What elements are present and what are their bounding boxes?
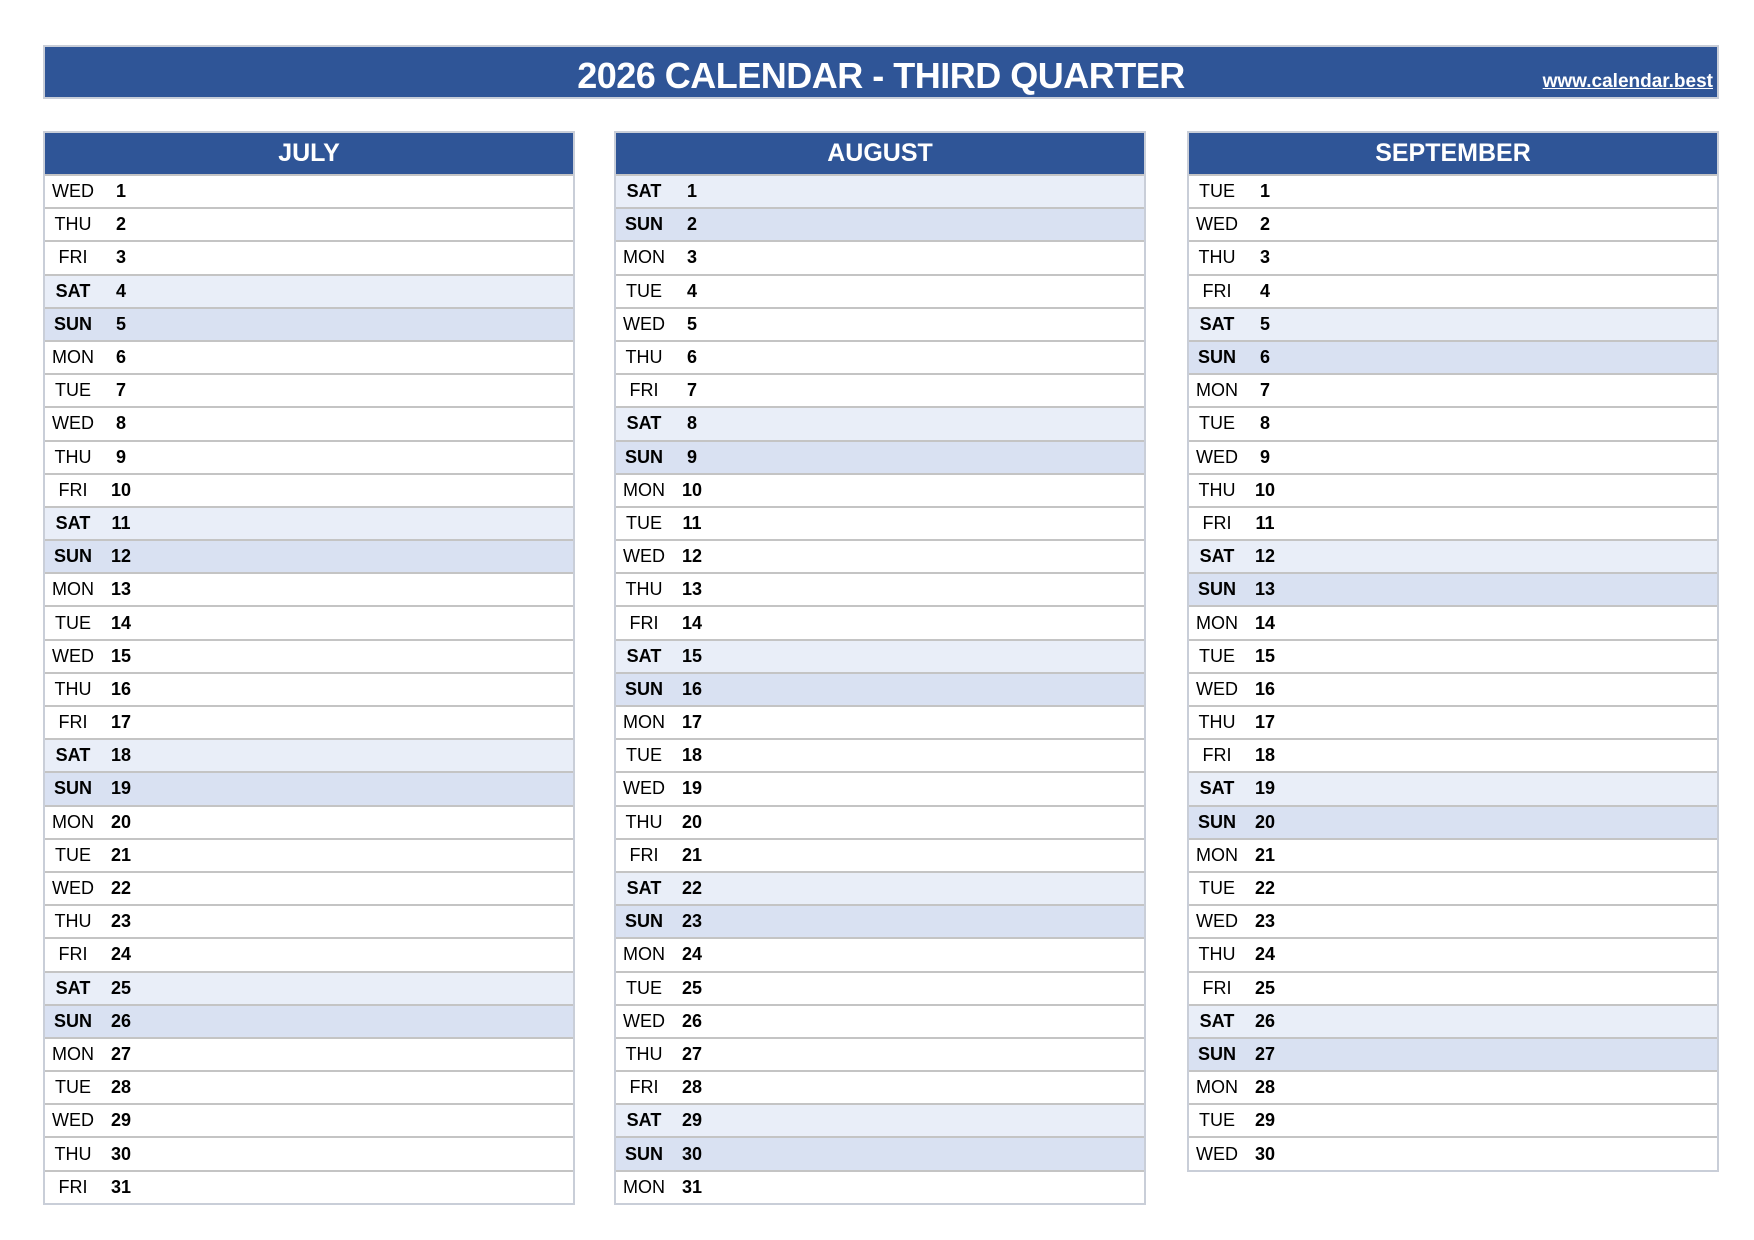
day-number: 6 — [115, 347, 126, 368]
day-number: 22 — [681, 878, 703, 899]
day-number: 7 — [686, 380, 697, 401]
weekday-label: MON — [52, 1043, 94, 1064]
weekday-label: MON — [52, 811, 94, 832]
weekday-label: TUE — [1199, 413, 1235, 434]
day-number: 6 — [1259, 347, 1270, 368]
day-row — [616, 805, 1144, 838]
day-number: 11 — [1255, 512, 1275, 533]
day-number: 4 — [115, 280, 126, 301]
day-row — [616, 572, 1144, 605]
weekday-label: SUN — [1197, 1043, 1236, 1064]
day-number: 6 — [686, 347, 697, 368]
day-number: 18 — [110, 745, 132, 766]
day-number: 16 — [1254, 678, 1276, 699]
weekday-label: SAT — [1199, 546, 1235, 567]
day-row — [616, 838, 1144, 871]
day-number: 1 — [115, 181, 126, 202]
day-row — [616, 1070, 1144, 1103]
day-number: 11 — [111, 512, 131, 533]
day-row — [616, 771, 1144, 804]
day-number: 22 — [1254, 878, 1276, 899]
day-row — [616, 1170, 1144, 1203]
weekday-label: SAT — [1199, 313, 1235, 334]
weekday-label: WED — [52, 181, 94, 202]
day-number: 29 — [1254, 1110, 1276, 1131]
day-number: 5 — [1259, 313, 1270, 334]
day-row — [45, 506, 573, 539]
day-number: 20 — [681, 811, 703, 832]
day-row — [45, 1004, 573, 1037]
day-row — [1189, 240, 1717, 273]
day-number: 10 — [1254, 479, 1276, 500]
day-row — [45, 705, 573, 738]
day-number: 24 — [110, 944, 132, 965]
weekday-label: SUN — [624, 911, 663, 932]
month-july — [43, 131, 575, 1205]
weekday-label: MON — [1196, 380, 1238, 401]
day-number: 7 — [1259, 380, 1270, 401]
day-number: 27 — [1254, 1043, 1276, 1064]
weekday-label: FRI — [629, 612, 659, 633]
day-number: 13 — [1254, 579, 1276, 600]
day-row — [1189, 1103, 1717, 1136]
weekday-label: TUE — [1199, 878, 1235, 899]
weekday-label: FRI — [1202, 977, 1232, 998]
day-row — [45, 340, 573, 373]
day-row — [616, 174, 1144, 207]
day-number: 12 — [681, 546, 703, 567]
weekday-label: THU — [54, 1143, 92, 1164]
weekday-label: WED — [1196, 214, 1238, 235]
weekday-label: WED — [1196, 911, 1238, 932]
weekday-label: MON — [623, 944, 665, 965]
weekday-label: SUN — [53, 313, 92, 334]
weekday-label: TUE — [55, 380, 91, 401]
weekday-label: WED — [1196, 1143, 1238, 1164]
day-number: 26 — [681, 1010, 703, 1031]
day-number: 9 — [686, 446, 697, 467]
day-row — [1189, 672, 1717, 705]
day-number: 17 — [681, 712, 703, 733]
day-row — [616, 307, 1144, 340]
day-number: 23 — [1254, 911, 1276, 932]
day-row — [1189, 705, 1717, 738]
day-row — [616, 904, 1144, 937]
day-row — [45, 473, 573, 506]
weekday-label: MON — [623, 247, 665, 268]
weekday-label: WED — [52, 413, 94, 434]
weekday-label: MON — [623, 712, 665, 733]
weekday-label: TUE — [1199, 645, 1235, 666]
day-number: 24 — [681, 944, 703, 965]
day-number: 25 — [681, 977, 703, 998]
day-number: 23 — [681, 911, 703, 932]
weekday-label: THU — [1198, 479, 1236, 500]
day-row — [616, 1103, 1144, 1136]
day-row — [1189, 738, 1717, 771]
weekday-label: TUE — [626, 512, 662, 533]
day-row — [45, 174, 573, 207]
day-number: 13 — [110, 579, 132, 600]
day-number: 2 — [1259, 214, 1270, 235]
day-number: 11 — [682, 512, 702, 533]
weekday-label: TUE — [626, 280, 662, 301]
day-row — [616, 738, 1144, 771]
day-row — [1189, 539, 1717, 572]
day-row — [45, 937, 573, 970]
weekday-label: FRI — [629, 1077, 659, 1098]
day-row — [616, 207, 1144, 240]
day-number: 30 — [1254, 1143, 1276, 1164]
weekday-label: MON — [1196, 1077, 1238, 1098]
day-number: 29 — [110, 1110, 132, 1131]
calendar-title-bar — [43, 45, 1719, 99]
day-number: 3 — [686, 247, 697, 268]
day-row — [45, 805, 573, 838]
weekday-label: MON — [623, 479, 665, 500]
weekday-label: TUE — [55, 612, 91, 633]
weekday-label: WED — [52, 1110, 94, 1131]
day-row — [616, 340, 1144, 373]
day-number: 20 — [1254, 811, 1276, 832]
day-row — [616, 639, 1144, 672]
weekday-label: MON — [52, 347, 94, 368]
day-number: 20 — [110, 811, 132, 832]
day-row — [45, 672, 573, 705]
day-number: 16 — [681, 678, 703, 699]
day-number: 28 — [1254, 1077, 1276, 1098]
weekday-label: SAT — [626, 645, 662, 666]
day-number: 21 — [1254, 844, 1276, 865]
weekday-label: SAT — [55, 977, 91, 998]
day-row — [1189, 506, 1717, 539]
day-number: 17 — [1254, 712, 1276, 733]
page-title: 2026 CALENDAR - THIRD QUARTER — [577, 55, 1185, 96]
day-number: 10 — [681, 479, 703, 500]
weekday-label: SUN — [1197, 347, 1236, 368]
day-number: 12 — [110, 546, 132, 567]
day-row — [1189, 340, 1717, 373]
day-row — [1189, 307, 1717, 340]
day-number: 22 — [110, 878, 132, 899]
day-number: 7 — [115, 380, 126, 401]
day-row — [1189, 937, 1717, 970]
day-row — [616, 539, 1144, 572]
day-row — [45, 539, 573, 572]
day-number: 2 — [115, 214, 126, 235]
day-number: 19 — [681, 778, 703, 799]
month-september — [1187, 131, 1719, 1172]
day-number: 27 — [110, 1043, 132, 1064]
day-number: 27 — [681, 1043, 703, 1064]
weekday-label: FRI — [629, 844, 659, 865]
day-row — [616, 705, 1144, 738]
day-row — [616, 871, 1144, 904]
day-row — [1189, 838, 1717, 871]
day-row — [616, 672, 1144, 705]
day-row — [1189, 771, 1717, 804]
day-row — [45, 871, 573, 904]
day-row — [616, 605, 1144, 638]
day-row — [616, 1136, 1144, 1169]
day-number: 3 — [115, 247, 126, 268]
weekday-label: THU — [625, 579, 663, 600]
month-header: JULY — [45, 133, 573, 174]
day-row — [1189, 373, 1717, 406]
weekday-label: FRI — [58, 944, 88, 965]
day-row — [616, 440, 1144, 473]
day-number: 3 — [1259, 247, 1270, 268]
day-row — [45, 373, 573, 406]
day-number: 8 — [1259, 413, 1270, 434]
day-row — [616, 373, 1144, 406]
day-row — [1189, 805, 1717, 838]
day-number: 17 — [110, 712, 132, 733]
weekday-label: SUN — [624, 214, 663, 235]
day-row — [1189, 440, 1717, 473]
weekday-label: FRI — [58, 712, 88, 733]
day-number: 5 — [686, 313, 697, 334]
weekday-label: THU — [1198, 247, 1236, 268]
weekday-label: MON — [52, 579, 94, 600]
day-row — [1189, 1037, 1717, 1070]
day-row — [45, 605, 573, 638]
weekday-label: FRI — [58, 1176, 88, 1197]
day-row — [1189, 639, 1717, 672]
day-number: 10 — [110, 479, 132, 500]
weekday-label: FRI — [1202, 745, 1232, 766]
weekday-label: TUE — [55, 844, 91, 865]
weekday-label: FRI — [1202, 512, 1232, 533]
day-row — [1189, 1070, 1717, 1103]
day-row — [1189, 207, 1717, 240]
day-number: 26 — [1254, 1010, 1276, 1031]
day-row — [45, 274, 573, 307]
day-number: 4 — [1259, 280, 1270, 301]
day-number: 14 — [681, 612, 703, 633]
day-row — [45, 971, 573, 1004]
day-number: 14 — [1254, 612, 1276, 633]
day-row — [45, 1170, 573, 1203]
day-row — [1189, 274, 1717, 307]
weekday-label: SAT — [626, 413, 662, 434]
day-number: 21 — [681, 844, 703, 865]
day-row — [616, 937, 1144, 970]
day-row — [616, 971, 1144, 1004]
day-row — [1189, 406, 1717, 439]
weekday-label: WED — [623, 1010, 665, 1031]
weekday-label: THU — [1198, 712, 1236, 733]
day-number: 13 — [681, 579, 703, 600]
day-number: 4 — [686, 280, 697, 301]
weekday-label: TUE — [626, 977, 662, 998]
weekday-label: SAT — [1199, 778, 1235, 799]
day-row — [1189, 904, 1717, 937]
day-number: 16 — [110, 678, 132, 699]
day-row — [45, 307, 573, 340]
day-number: 23 — [110, 911, 132, 932]
weekday-label: SUN — [53, 1010, 92, 1031]
day-number: 14 — [110, 612, 132, 633]
day-number: 12 — [1254, 546, 1276, 567]
day-row — [1189, 1136, 1717, 1169]
weekday-label: THU — [54, 678, 92, 699]
weekday-label: MON — [1196, 844, 1238, 865]
day-row — [45, 904, 573, 937]
day-row — [1189, 605, 1717, 638]
day-row — [45, 406, 573, 439]
day-number: 28 — [681, 1077, 703, 1098]
day-row — [45, 771, 573, 804]
day-number: 31 — [110, 1176, 132, 1197]
weekday-label: THU — [54, 446, 92, 467]
weekday-label: WED — [623, 313, 665, 334]
day-number: 2 — [686, 214, 697, 235]
day-number: 25 — [1254, 977, 1276, 998]
day-row — [45, 1136, 573, 1169]
weekday-label: SAT — [55, 512, 91, 533]
weekday-label: WED — [623, 778, 665, 799]
month-august — [614, 131, 1146, 1205]
weekday-label: FRI — [58, 247, 88, 268]
day-number: 18 — [681, 745, 703, 766]
day-number: 18 — [1254, 745, 1276, 766]
day-number: 15 — [110, 645, 132, 666]
day-row — [616, 274, 1144, 307]
day-row — [1189, 473, 1717, 506]
weekday-label: SUN — [1197, 579, 1236, 600]
weekday-label: THU — [625, 811, 663, 832]
day-number: 15 — [681, 645, 703, 666]
day-row — [45, 639, 573, 672]
day-row — [45, 440, 573, 473]
weekday-label: FRI — [1202, 280, 1232, 301]
day-number: 5 — [115, 313, 126, 334]
day-number: 15 — [1254, 645, 1276, 666]
day-row — [1189, 971, 1717, 1004]
day-number: 1 — [1259, 181, 1270, 202]
day-row — [616, 506, 1144, 539]
day-row — [45, 1070, 573, 1103]
day-number: 8 — [115, 413, 126, 434]
day-row — [1189, 1004, 1717, 1037]
weekday-label: TUE — [626, 745, 662, 766]
weekday-label: SUN — [624, 678, 663, 699]
weekday-label: THU — [625, 1043, 663, 1064]
day-row — [616, 1004, 1144, 1037]
month-header: AUGUST — [616, 133, 1144, 174]
day-row — [616, 473, 1144, 506]
weekday-label: SAT — [626, 878, 662, 899]
weekday-label: TUE — [55, 1077, 91, 1098]
weekday-label: SAT — [1199, 1010, 1235, 1031]
day-row — [616, 240, 1144, 273]
day-number: 30 — [681, 1143, 703, 1164]
day-row — [45, 1103, 573, 1136]
weekday-label: SAT — [55, 280, 91, 301]
weekday-label: WED — [1196, 446, 1238, 467]
day-number: 30 — [110, 1143, 132, 1164]
day-number: 28 — [110, 1077, 132, 1098]
weekday-label: MON — [1196, 612, 1238, 633]
website-link[interactable]: www.calendar.best — [1542, 71, 1713, 92]
day-row — [1189, 174, 1717, 207]
day-row — [45, 240, 573, 273]
day-row — [45, 572, 573, 605]
weekday-label: THU — [1198, 944, 1236, 965]
weekday-label: SUN — [1197, 811, 1236, 832]
day-number: 9 — [1259, 446, 1270, 467]
weekday-label: THU — [54, 911, 92, 932]
weekday-label: MON — [623, 1176, 665, 1197]
weekday-label: WED — [623, 546, 665, 567]
month-header: SEPTEMBER — [1189, 133, 1717, 174]
weekday-label: FRI — [629, 380, 659, 401]
day-row — [45, 838, 573, 871]
weekday-label: SAT — [626, 1110, 662, 1131]
day-number: 8 — [686, 413, 697, 434]
weekday-label: THU — [54, 214, 92, 235]
day-number: 29 — [681, 1110, 703, 1131]
day-number: 21 — [110, 844, 132, 865]
day-row — [45, 738, 573, 771]
day-number: 25 — [110, 977, 132, 998]
weekday-label: SUN — [624, 1143, 663, 1164]
day-number: 26 — [110, 1010, 132, 1031]
weekday-label: THU — [625, 347, 663, 368]
day-number: 9 — [115, 446, 126, 467]
weekday-label: TUE — [1199, 181, 1235, 202]
weekday-label: TUE — [1199, 1110, 1235, 1131]
weekday-label: SUN — [53, 546, 92, 567]
weekday-label: SUN — [624, 446, 663, 467]
weekday-label: SUN — [53, 778, 92, 799]
weekday-label: SAT — [55, 745, 91, 766]
weekday-label: WED — [52, 878, 94, 899]
weekday-label: SAT — [626, 181, 662, 202]
day-number: 24 — [1254, 944, 1276, 965]
day-row — [616, 1037, 1144, 1070]
day-row — [45, 207, 573, 240]
day-row — [45, 1037, 573, 1070]
day-number: 31 — [681, 1176, 703, 1197]
day-number: 19 — [1254, 778, 1276, 799]
weekday-label: WED — [1196, 678, 1238, 699]
day-number: 19 — [110, 778, 132, 799]
day-number: 1 — [686, 181, 697, 202]
day-row — [616, 406, 1144, 439]
day-row — [1189, 871, 1717, 904]
weekday-label: WED — [52, 645, 94, 666]
weekday-label: FRI — [58, 479, 88, 500]
day-row — [1189, 572, 1717, 605]
